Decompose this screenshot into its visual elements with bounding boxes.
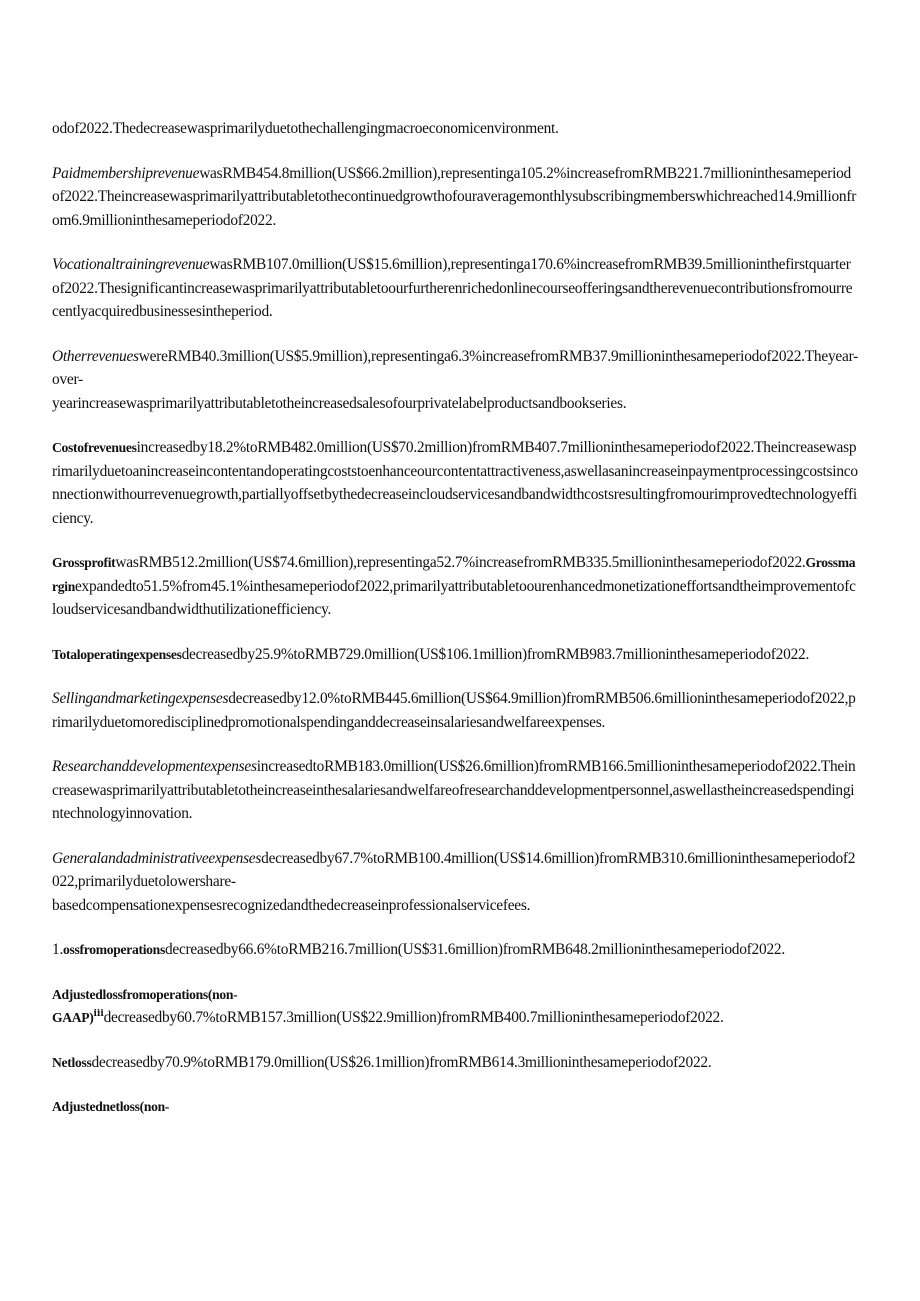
paragraph-text: wasRMB454.8million(US$66.2million),representinga105.2%increasefromRMB221.7millioninthesameperiodof2022.Theincreasewasprimarilyattributabletothecontinuedgrowthofouraveragemonthlysubscribingmemberswhichreached14.9millionfrom6.9millioninthesameperiodof2022.	[52, 164, 857, 229]
paragraph-lead: Totaloperatingexpenses	[52, 646, 182, 662]
paragraph-text: odof2022.Thedecreasewasprimarilyduetothechallengingmacroeconomicenvironment.	[52, 120, 559, 137]
paragraph-lead-continued: GAAP)	[52, 1010, 94, 1025]
paragraph-text: increasedby18.2%toRMB482.0million(US$70.2million)fromRMB407.7millioninthesameperiodof2022.Theincreasewasprimarilyduetoanincreaseincontentandoperatingcoststoenhanceourcontentattractiveness,aswellasanincreaseinpaymentprocessingcostsinconnectionwithourrevenuegrowth,partiallyoffsetbythedecreaseincloudservicesandbandwidthcostsresultingfromourimprovedtechnologyefficiency.	[52, 439, 858, 527]
paragraph-text-continued: yearincreasewasprimarilyattributabletotheincreasedsalesofourprivatelabelproductsandbookseries.	[52, 394, 627, 412]
paragraph-cost-of-revenues	[52, 436, 858, 530]
paragraph-lead: Grossprofit	[52, 555, 116, 570]
paragraph-total-operating-expenses	[52, 643, 858, 667]
paragraph-lead: Otherrevenues	[52, 347, 139, 365]
paragraph-lead: Adjustedlossfromoperations(non-	[52, 986, 238, 1002]
paragraph-lead: Costofrevenues	[52, 440, 137, 455]
paragraph-gross-profit	[52, 551, 858, 622]
paragraph-text: increasedtoRMB183.0million(US$26.6million)fromRMB166.5millioninthesameperiodof2022.Theincreasewasprimarilyattributabletotheincreaseinthesalariesandwelfareofresearchanddevelopmentpersonnel,aswellastheincreasedspendingintechnologyinnovation.	[52, 758, 856, 822]
paragraph-text: wasRMB512.2million(US$74.6million),representinga52.7%increasefromRMB335.5millioninthesameperiodof2022.	[115, 554, 806, 571]
paragraph-text: decreasedby60.7%toRMB157.3million(US$22.9million)fromRMB400.7millioninthesameperiodof2022.	[103, 1009, 724, 1026]
paragraph-lead: Paidmembershiprevenue	[52, 164, 200, 182]
paragraph-text: decreasedby70.9%toRMB179.0million(US$26.1million)fromRMB614.3millioninthesameperiodof2022.	[91, 1053, 712, 1071]
paragraph-loss-from-operations	[52, 938, 858, 962]
paragraph-lead: Researchanddevelopmentexpenses	[52, 758, 257, 775]
paragraph-text: decreasedby67.7%toRMB100.4million(US$14.6million)fromRMB310.6millioninthesameperiodof2022,primarilyduetolowershare-	[52, 849, 856, 890]
paragraph-text-continued: basedcompensationexpensesrecognizedandthedecreaseinprofessionalservicefees.	[52, 896, 531, 914]
paragraph-lead: Generalandadministrativeexpenses	[52, 849, 262, 867]
paragraph-revenue-decrease-tail	[52, 117, 858, 141]
paragraph-lead: Vocationaltrainingrevenue	[52, 256, 210, 273]
paragraph-adjusted-loss-from-operations	[52, 983, 858, 1030]
paragraph-lead: Sellingandmarketingexpenses	[52, 690, 229, 707]
footnote-marker: ⅲ	[93, 1007, 104, 1018]
paragraph-text: decreasedby66.6%toRMB216.7million(US$31.6million)fromRMB648.2millioninthesameperiodof2022.	[164, 941, 785, 958]
paragraph-lead: Adjustednetloss(non-	[52, 1099, 170, 1114]
paragraph-text-secondary: expandedto51.5%from45.1%inthesameperiodof2022,primarilyattributabletoourenhancedmonetizationeffortsandtheimprovementofcloudservicesandbandwidthutilizationefficiency.	[52, 577, 856, 618]
paragraph-lead: Netloss	[52, 1054, 92, 1070]
paragraph-general-administrative	[52, 847, 858, 918]
paragraph-text: decreasedby25.9%toRMB729.0million(US$106.1million)fromRMB983.7millioninthesameperiodof2022.	[181, 645, 810, 663]
paragraph-adjusted-net-loss	[52, 1095, 858, 1119]
paragraph-paid-membership	[52, 162, 858, 233]
paragraph-net-loss	[52, 1051, 858, 1075]
paragraph-text: decreasedby12.0%toRMB445.6million(US$64.9million)fromRMB506.6millioninthesameperiodof2022,primarilyduetomoredisciplinedpromotionalspendinganddecreaseinsalariesandwelfareexpenses.	[52, 690, 856, 731]
paragraph-research-development	[52, 755, 858, 826]
paragraph-vocational-training	[52, 253, 858, 324]
paragraph-text: wereRMB40.3million(US$5.9million),representinga6.3%increasefromRMB37.9millioninthesameperiodof2022.Theyear-over-	[52, 347, 859, 388]
paragraph-text: wasRMB107.0million(US$15.6million),representinga170.6%increasefromRMB39.5millioninthefirstquarterof2022.Thesignificantincreasewasprimarilyattributabletoourfurtherenrichedonlinecourseofferingsandtherevenuecontributionsfromourrecentlyacquiredbusinessesintheperiod.	[52, 256, 853, 320]
paragraph-lead: ossfromoperations	[63, 942, 165, 957]
paragraph-lead-secondary: Grossmargin	[52, 555, 856, 594]
paragraph-prefix: 1.	[52, 941, 64, 958]
document-page	[52, 117, 858, 1140]
paragraph-other-revenues	[52, 345, 858, 416]
paragraph-selling-marketing	[52, 687, 858, 734]
